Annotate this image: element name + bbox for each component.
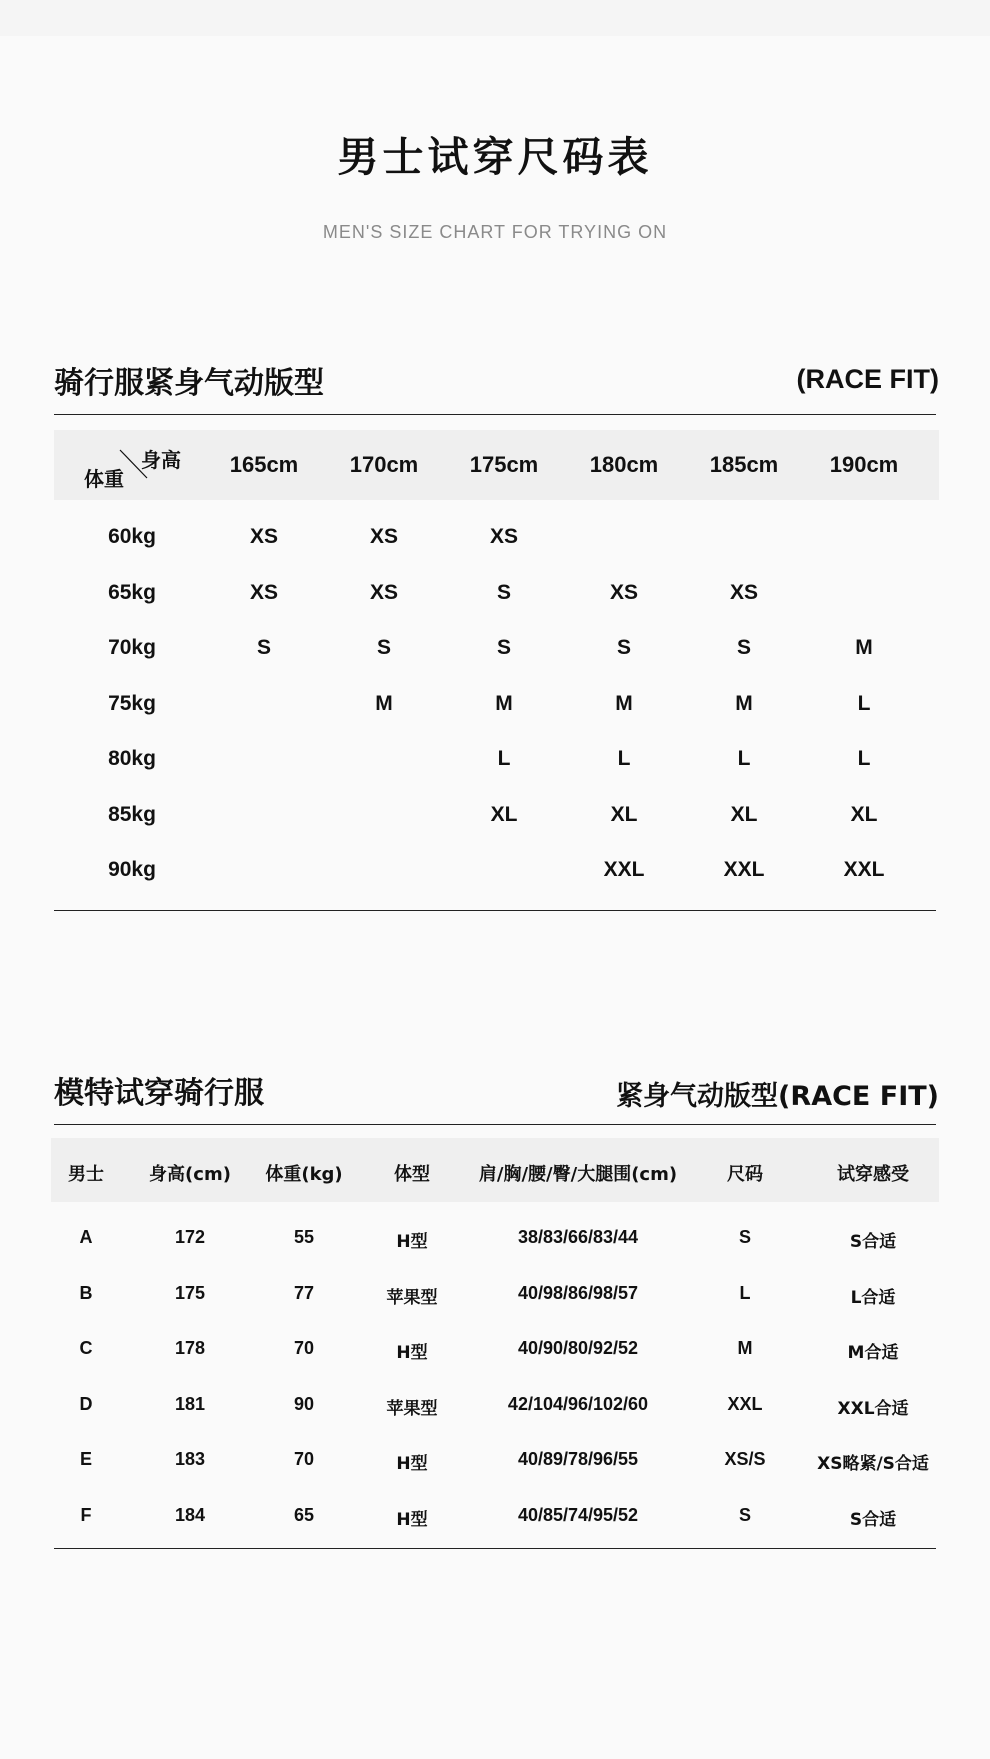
model-table-column-header: 体重(kg): [265, 1164, 343, 1185]
corner-height-label: 身高: [141, 448, 181, 472]
model-table-cell: D: [79, 1393, 93, 1414]
page-subtitle: MEN'S SIZE CHART FOR TRYING ON: [322, 222, 668, 242]
model-table-cell: L: [739, 1282, 751, 1303]
model-table-cell: 172: [174, 1227, 206, 1247]
size-cell: S: [256, 636, 272, 659]
model-table-cell: H型: [396, 1454, 428, 1474]
model-table-cell: 40/89/78/96/55: [517, 1449, 639, 1469]
model-table-cell: 55: [293, 1227, 315, 1247]
corner-diagonal-divider: [118, 448, 158, 480]
size-cell: XS: [609, 580, 639, 604]
size-cell: XS: [249, 580, 279, 604]
model-table-cell: S: [738, 1504, 752, 1525]
size-cell: XS: [729, 580, 759, 604]
size-cell: XXL: [723, 858, 765, 881]
size-cell: XS: [369, 525, 399, 548]
model-table-cell: S: [738, 1227, 752, 1247]
size-cell: XS: [369, 580, 399, 604]
weight-row-label: 70kg: [108, 636, 156, 659]
model-table-cell: S合适: [849, 1232, 897, 1252]
page-background: [0, 36, 990, 1759]
height-column-header: 185cm: [709, 452, 779, 477]
model-table-cell: XXL合适: [837, 1398, 909, 1419]
size-cell: XL: [490, 802, 518, 826]
size-cell: XXL: [843, 858, 885, 881]
weight-row-label: 85kg: [108, 802, 156, 826]
model-table-cell: 178: [174, 1338, 206, 1358]
model-table-cell: XS略紧/S合适: [817, 1454, 929, 1474]
model-table-cell: 42/104/96/102/60: [507, 1393, 649, 1414]
model-table-cell: 70: [293, 1449, 315, 1469]
model-table-cell: 38/83/66/83/44: [517, 1227, 639, 1247]
size-cell: S: [616, 636, 632, 659]
size-cell: L: [497, 747, 511, 770]
size-cell: S: [736, 636, 752, 659]
corner-weight-label: 体重: [84, 467, 124, 491]
height-column-header: 170cm: [349, 452, 419, 477]
size-cell: L: [857, 747, 871, 770]
size-cell: XL: [850, 802, 878, 826]
model-table-column-header: 体型: [394, 1164, 430, 1185]
model-table-cell: 40/98/86/98/57: [517, 1282, 639, 1303]
size-cell: M: [375, 691, 393, 715]
model-table-top-rule: [54, 1124, 936, 1125]
model-table-title: 模特试穿骑行服: [54, 1076, 264, 1111]
page-title: 男士试穿尺码表: [337, 133, 653, 181]
model-table-column-header: 尺码: [727, 1164, 763, 1185]
size-cell: L: [737, 747, 751, 770]
model-table-column-header: 身高(cm): [149, 1164, 231, 1185]
size-cell: M: [615, 691, 633, 715]
size-chart-top-rule: [54, 414, 936, 415]
weight-row-label: 60kg: [108, 525, 156, 548]
model-table-bottom-rule: [54, 1548, 936, 1549]
size-cell: M: [855, 636, 873, 659]
size-cell: XS: [489, 525, 519, 548]
size-cell: XL: [730, 802, 758, 826]
size-chart-bottom-rule: [54, 910, 936, 911]
weight-row-label: 80kg: [108, 747, 156, 770]
model-table-cell: B: [79, 1282, 93, 1303]
model-table-cell: 70: [293, 1338, 315, 1358]
height-column-header: 175cm: [469, 452, 539, 477]
model-table-cell: 181: [174, 1393, 206, 1414]
model-table-cell: 苹果型: [386, 1398, 438, 1419]
height-column-header: 180cm: [589, 452, 659, 477]
size-cell: XS: [249, 525, 279, 548]
size-cell: S: [496, 580, 512, 604]
model-table-cell: 77: [293, 1282, 315, 1303]
weight-row-label: 75kg: [108, 691, 156, 715]
model-table-fit-label: 紧身气动版型(RACE FIT): [616, 1081, 939, 1112]
height-column-header: 165cm: [229, 452, 299, 477]
size-cell: S: [496, 636, 512, 659]
model-table-cell: H型: [396, 1509, 428, 1530]
model-table-cell: 183: [174, 1449, 206, 1469]
model-table-cell: F: [80, 1504, 92, 1525]
model-table-column-header: 肩/胸/腰/臀/大腿围(cm): [478, 1164, 678, 1185]
size-cell: L: [617, 747, 631, 770]
model-table-cell: 40/85/74/95/52: [517, 1504, 639, 1525]
model-table-column-header: 男士: [68, 1164, 104, 1185]
size-cell: XL: [610, 802, 638, 826]
model-table-cell: E: [79, 1449, 93, 1469]
size-cell: M: [495, 691, 513, 715]
model-table-cell: XS/S: [724, 1449, 766, 1469]
model-table-cell: 65: [293, 1504, 315, 1525]
model-table-cell: A: [79, 1227, 93, 1247]
size-chart-title: 骑行服紧身气动版型: [54, 366, 324, 401]
model-table-column-header: 试穿感受: [837, 1164, 909, 1185]
size-cell: S: [376, 636, 392, 659]
model-table-cell: H型: [396, 1343, 428, 1363]
model-table-cell: 184: [174, 1504, 206, 1525]
model-table-cell: 苹果型: [386, 1287, 438, 1308]
size-cell: L: [857, 691, 871, 715]
model-table-cell: M: [737, 1338, 753, 1358]
model-table-cell: M合适: [847, 1343, 899, 1363]
weight-row-label: 65kg: [108, 580, 156, 604]
size-chart-fit-label: (RACE FIT): [796, 364, 939, 394]
model-table-cell: H型: [396, 1232, 428, 1252]
weight-row-label: 90kg: [108, 858, 156, 881]
model-table-cell: 90: [293, 1393, 315, 1414]
model-table-cell: L合适: [850, 1287, 896, 1308]
model-table-cell: 175: [174, 1282, 206, 1303]
model-table-cell: 40/90/80/92/52: [517, 1338, 639, 1358]
model-table-cell: C: [79, 1338, 93, 1358]
height-column-header: 190cm: [829, 452, 899, 477]
model-table-cell: S合适: [849, 1509, 897, 1530]
size-cell: M: [735, 691, 753, 715]
size-cell: XXL: [603, 858, 645, 881]
model-table-cell: XXL: [727, 1393, 763, 1414]
